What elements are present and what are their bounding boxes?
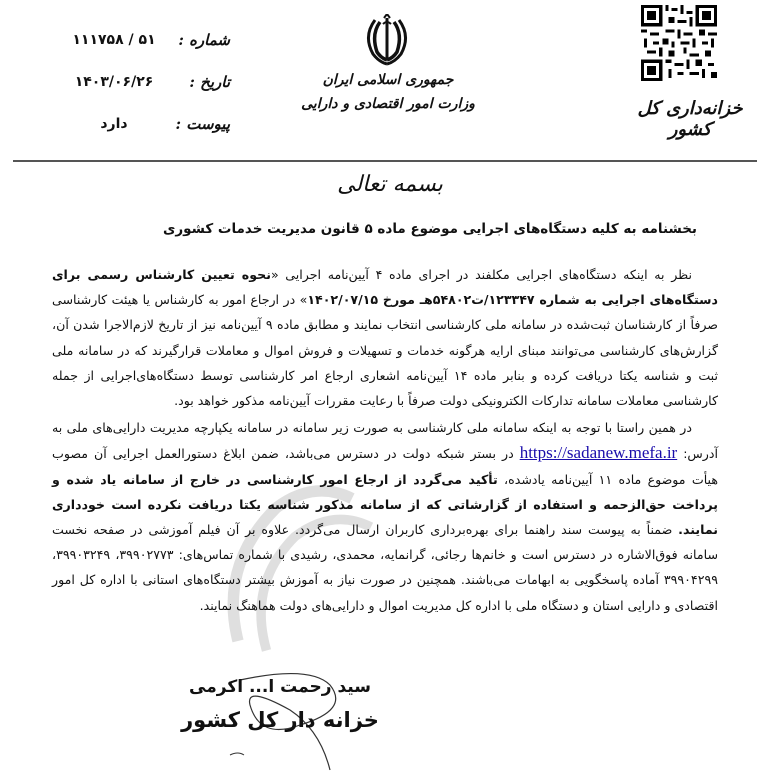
letter-attachment-label: پیوست : xyxy=(175,115,230,133)
bismillah-heading: بسمه تعالی xyxy=(337,172,443,197)
emphasized-directive: تأکید می‌گردد از ارجاع امور کارشناسی در خارج از سامانه یاد شده و پرداخت حق‌الزحمه و استفاده از گزارشاتی که از سامانه مذکور شناسه یکتا دریافت نکرده است خودداری نمایند. xyxy=(52,471,718,538)
letter-number-value: ۵۱ / ۱۱۱۷۵۸ xyxy=(72,32,156,48)
letter-date-value: ۱۴۰۳/۰۶/۲۶ xyxy=(74,74,154,90)
regulation-title: نحوه تعیین کارشناس رسمی برای دستگاه‌های اجرایی به شماره ۱۲۳۳۴۷/ت۵۴۸۰۲هـ مورخ ۱۴۰۲/۰۷/۱۵ xyxy=(52,267,718,308)
letter-number-row xyxy=(60,28,230,52)
body-text: » در ارجاع امور به کارشناس یا هیئت کارشناسی صرفاً از کارشناسان ثبت‌شده در سامانه ملی کارشناسی انتخاب نمایند و مطابق ماده ۹ آیین‌نامه نیز از تاریخ لازم‌الاجرا شدن آن، گزارش‌های کارشناسی می‌توانند مبنای ارایه هرگونه خدمات و تسهیلات و فروش اموال و معاملات قرارگیرند که در سامانه ملی ثبت و شناسه یکتا دریافت کرده و بنابر ماده ۱۴ آیین‌نامه اشعاری ارجاع امر کارشناسی توسط دستگاه‌های‌اجرایی از جمله کارشناسی معاملات سامانه تدارکات الکترونیکی دولت صرفاً با رعایت مقررات آیین‌نامه مذکور خواهد بود. xyxy=(52,292,718,409)
gov-line-ministry: وزارت امور اقتصادی و دارایی xyxy=(301,96,475,112)
gov-line-republic: جمهوری اسلامی ایران xyxy=(322,72,454,88)
body-text: در بستر شبکه دولت در دسترس می‌باشد، ضمن ابلاغ دستورالعمل اجرایی آن مصوب هیأت موضوع ماده ۱۱ آیین‌نامه یادشده، xyxy=(52,446,718,487)
circular-subject: بخشنامه به کلیه دستگاه‌های اجرایی موضوع ماده ۵ قانون مدیریت خدمات کشوری xyxy=(163,221,697,237)
header-divider xyxy=(13,160,757,162)
sadanew-link[interactable]: https://sadanew.mefa.ir xyxy=(519,443,678,463)
letter-attachment-row xyxy=(60,112,230,136)
body-text: در همین راستا با توجه به اینکه سامانه ملی کارشناسی به صورت زیر سامانه در سامانه یکپارچه مدیریت دارایی‌های ملی به آدرس: xyxy=(52,420,718,462)
iran-emblem-icon xyxy=(363,14,411,66)
body-text: نظر به اینکه دستگاه‌های اجرایی مکلفند در اجرای ماده ۴ آیین‌نامه اجرایی « xyxy=(270,267,692,282)
letter-date-label: تاریخ : xyxy=(189,73,230,91)
body-paragraph-2 xyxy=(52,415,718,618)
letter-body xyxy=(52,262,718,618)
body-text: ضمناً به پیوست سند راهنما برای بهره‌برداری کاربران ارسال می‌گردد. علاوه بر آن فیلم آموزشی در صفحه نخست سامانه فوق‌الاشاره در دسترس است و خانم‌ها رجائی، گرانمایه، محمدی، رشیدی با شماره تماس‌های: ۳۹۹۰۲۷۷۳، ۳۹۹۰۳۲۴۹، ۳۹۹۰۴۲۹۹ آماده پاسخگویی به ابهامات می‌باشند. همچنین در صورت نیاز به آموزش بیشتر دستگاه‌های استانی با اداره کل امور اقتصادی و دارایی استان و دستگاه ملی با اداره کل مدیریت اموال و دارایی‌های دولت هماهنگ نمایند. xyxy=(52,522,719,613)
letter-number-label: شماره : xyxy=(178,31,230,49)
body-paragraph-1 xyxy=(52,262,718,413)
letter-attachment-value: دارد xyxy=(100,116,128,132)
signatory-title: خزانه دار کل کشور xyxy=(181,708,379,732)
qr-code-icon xyxy=(641,5,717,81)
letter-date-row xyxy=(60,70,230,94)
treasury-logo-text: خزانه‌داری کل کشور xyxy=(637,98,743,140)
signatory-name: سید رحمت ا... اکرمی xyxy=(189,677,371,697)
